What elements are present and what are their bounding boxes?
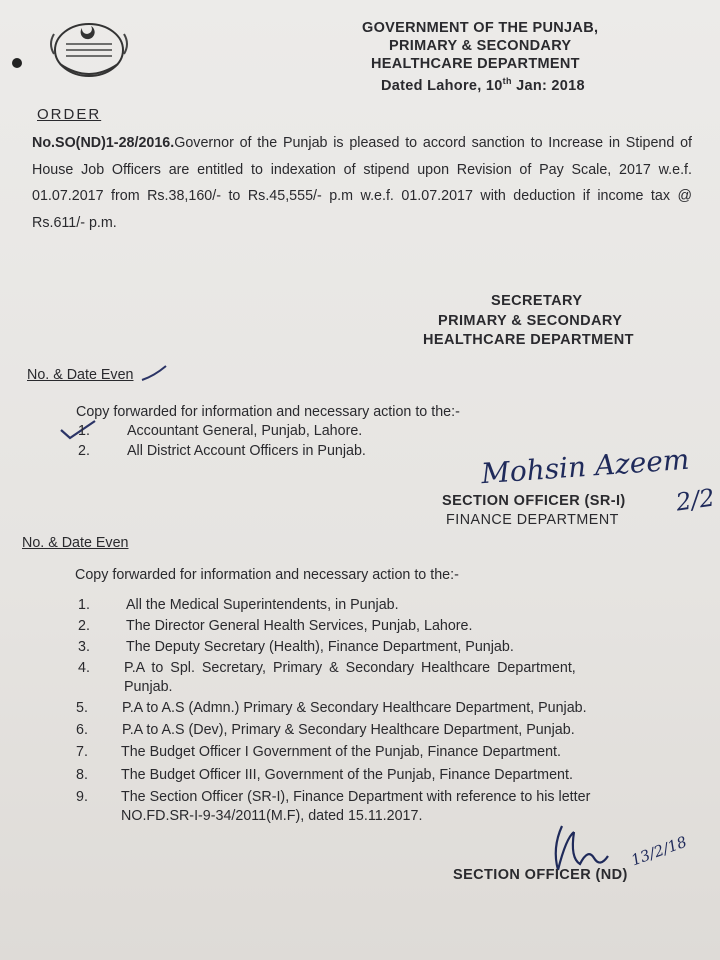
copy2-ref: No. & Date Even	[22, 535, 129, 551]
secretary-dept-2: HEALTHCARE DEPARTMENT	[423, 332, 634, 348]
punjab-emblem-logo	[46, 14, 132, 84]
header-line-3: HEALTHCARE DEPARTMENT	[371, 56, 580, 72]
copy2-item-2-text: The Director General Health Services, Punjab, Lahore.	[126, 618, 473, 634]
copy1-item-2-text: All District Account Officers in Punjab.	[127, 443, 366, 459]
copy2-item-1-text: All the Medical Superintendents, in Punjab.	[126, 597, 399, 613]
copy2-item-5-num: 5.	[76, 700, 88, 716]
secretary-title: SECRETARY	[491, 293, 583, 309]
copy1-signatory-title: SECTION OFFICER (SR-I)	[442, 493, 626, 509]
copy1-item-1-num: 1.	[78, 423, 90, 439]
copy2-item-3-text: The Deputy Secretary (Health), Finance Department, Punjab.	[126, 639, 514, 655]
copy2-item-3-num: 3.	[78, 639, 90, 655]
order-body	[32, 130, 692, 236]
copy2-item-9-num: 9.	[76, 789, 88, 805]
header-date-sup: th	[502, 76, 512, 86]
copy1-signatory-dept: FINANCE DEPARTMENT	[446, 512, 619, 528]
punch-hole	[12, 58, 22, 68]
header-line-1: GOVERNMENT OF THE PUNJAB,	[362, 20, 599, 36]
copy2-item-7-text: The Budget Officer I Government of the Punjab, Finance Department.	[121, 744, 561, 760]
header-line-2: PRIMARY & SECONDARY	[389, 38, 572, 54]
copy2-item-8-num: 8.	[76, 767, 88, 783]
secretary-dept-1: PRIMARY & SECONDARY	[438, 313, 623, 329]
handwritten-date-1: 2/2	[674, 483, 717, 517]
copy2-item-8-text: The Budget Officer III, Government of the Punjab, Finance Department.	[121, 767, 573, 783]
header-date-prefix: Dated Lahore, 10	[381, 77, 503, 94]
copy2-item-1-num: 1.	[78, 597, 90, 613]
copy1-item-1-text: Accountant General, Punjab, Lahore.	[127, 423, 363, 439]
copy2-signatory: SECTION OFFICER (ND)	[453, 867, 628, 883]
order-text: Governor of the Punjab is pleased to accord sanction to Increase in Stipend of House Job Officers are entitled to indexation of stipend upon Revision of Pay Scale, 2017 w.e.f. 01.07.2017 from Rs.38,160/- to Rs.45,555/- p.m w.e.f. 01.07.2017 with deduction if income tax @ Rs.611/- p.m.	[32, 135, 692, 231]
copy2-item-6-text: P.A to A.S (Dev), Primary & Secondary Healthcare Department, Punjab.	[122, 722, 575, 738]
order-title: ORDER	[37, 106, 102, 123]
copy2-item-5-text: P.A to A.S (Admn.) Primary & Secondary Healthcare Department, Punjab.	[122, 700, 587, 716]
header-date-suffix: Jan: 2018	[511, 77, 585, 94]
order-ref-no: No.SO(ND)1-28/2016.	[32, 135, 175, 151]
copy2-item-4-num: 4.	[78, 660, 90, 676]
copy2-item-9-cont: NO.FD.SR-I-9-34/2011(M.F), dated 15.11.2017.	[121, 808, 423, 824]
handwritten-signature-1: Mohsin Azeem	[480, 442, 691, 491]
copy2-item-2-num: 2.	[78, 618, 90, 634]
copy1-item-2-num: 2.	[78, 443, 90, 459]
copy1-ref: No. & Date Even	[27, 367, 134, 383]
copy2-item-7-num: 7.	[76, 744, 88, 760]
copy2-intro: Copy forwarded for information and necessary action to the:-	[75, 567, 459, 583]
copy2-item-4-cont: Punjab.	[124, 679, 173, 695]
copy2-item-6-num: 6.	[76, 722, 88, 738]
handwritten-date-2: 13/2/18	[628, 832, 690, 870]
pen-mark-icon	[140, 362, 170, 384]
copy2-item-9-text: The Section Officer (SR-I), Finance Department with reference to his letter	[121, 789, 591, 805]
copy1-intro: Copy forwarded for information and necessary action to the:-	[76, 404, 460, 420]
copy2-item-4-text: P.A to Spl. Secretary, Primary & Secondary Healthcare Department,	[124, 660, 576, 676]
header-date	[381, 76, 585, 94]
